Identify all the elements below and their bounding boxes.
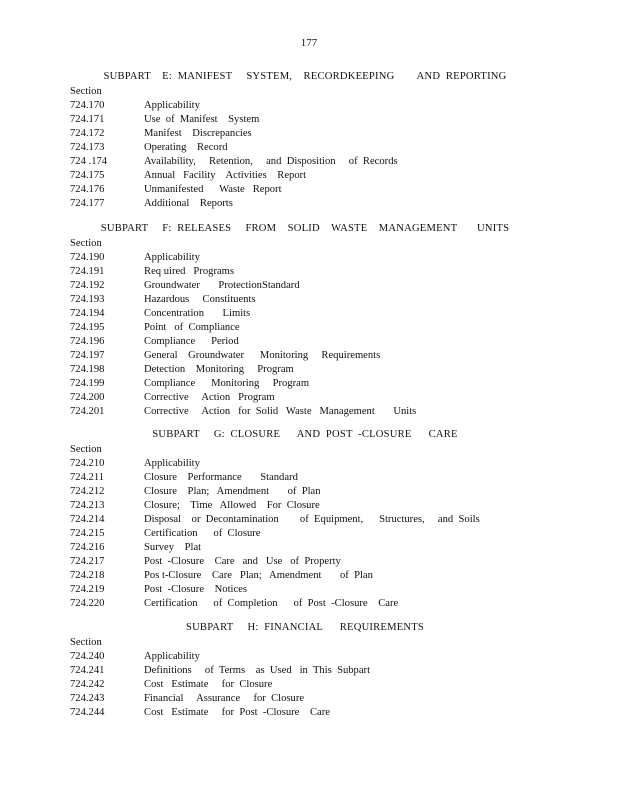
section-number: 724.243 (70, 693, 105, 704)
section-row (70, 650, 540, 664)
section-row (70, 183, 540, 197)
section-number: 724.170 (70, 100, 105, 111)
section-number: 724.244 (70, 707, 105, 718)
section-title: Post -Closure Care and Use of Property (144, 556, 341, 567)
section-number: 724.198 (70, 364, 105, 375)
section-title: Use of Manifest System (144, 114, 260, 125)
section-label: Section (70, 238, 102, 249)
section-title: Unmanifested Waste Report (144, 184, 282, 195)
section-number: 724.193 (70, 294, 105, 305)
section-number: 724.200 (70, 392, 105, 403)
section-number: 724.199 (70, 378, 105, 389)
section-row (70, 321, 540, 335)
subpart-title: SUBPART H: FINANCIAL REQUIREMENTS (185, 622, 424, 633)
section-number: 724.201 (70, 406, 105, 417)
section-row (70, 555, 540, 569)
section-row (70, 541, 540, 555)
section-title: Corrective Action Program (144, 392, 275, 403)
section-number: 724.218 (70, 570, 105, 581)
section-number: 724.216 (70, 542, 105, 553)
section-number: 724.195 (70, 322, 105, 333)
section-title: Certification of Closure (144, 528, 261, 539)
section-row (70, 99, 540, 113)
section-title: Closure Performance Standard (144, 472, 298, 483)
section-row (70, 664, 540, 678)
section-number: 724.215 (70, 528, 105, 539)
section-row (70, 485, 540, 499)
section-row (70, 363, 540, 377)
section-number: 724.192 (70, 280, 105, 291)
section-row (70, 127, 540, 141)
section-row (70, 597, 540, 611)
section-number: 724.172 (70, 128, 105, 139)
section-title: Applicability (144, 651, 200, 662)
section-row (70, 251, 540, 265)
section-number: 724.197 (70, 350, 105, 361)
subpart-h (70, 621, 540, 720)
section-title: Annual Facility Activities Report (144, 170, 307, 181)
section-title: Corrective Action for Solid Waste Management Units (144, 406, 417, 417)
section-number: 724.191 (70, 266, 105, 277)
section-number: 724.190 (70, 252, 105, 263)
section-title: Applicability (144, 252, 200, 263)
section-row (70, 583, 540, 597)
section-number: 724.194 (70, 308, 105, 319)
section-row (70, 513, 540, 527)
section-row (70, 307, 540, 321)
section-number: 724 .174 (70, 156, 108, 167)
section-row (70, 391, 540, 405)
section-title: Availability, Retention, and Disposition of Records (144, 156, 398, 167)
section-title: Additional Reports (144, 198, 233, 209)
section-label: Section (70, 444, 102, 455)
section-number: 724.177 (70, 198, 105, 209)
section-title: Req uired Programs (144, 266, 235, 277)
section-title: Pos t-Closure Care Plan; Amendment of Plan (144, 570, 373, 581)
section-number: 724.217 (70, 556, 105, 567)
section-title: Point of Compliance (144, 322, 240, 333)
section-title: Post -Closure Notices (144, 584, 247, 595)
section-label: Section (70, 637, 102, 648)
subpart-title: SUBPART F: RELEASES FROM SOLID WASTE MANAGEMENT UNITS (100, 223, 510, 234)
section-row (70, 471, 540, 485)
section-title: Cost Estimate for Closure (144, 679, 273, 690)
section-row (70, 457, 540, 471)
section-row (70, 405, 540, 419)
subpart-title: SUBPART E: MANIFEST SYSTEM, RECORDKEEPING AND REPORTING (103, 71, 507, 82)
section-title: Disposal or Decontamination of Equipment, Structures, and Soils (144, 514, 480, 525)
section-title: Groundwater ProtectionStandard (144, 280, 300, 291)
section-title: Certification of Completion of Post -Closure Care (144, 598, 399, 609)
section-title: Applicability (144, 100, 200, 111)
section-row (70, 197, 540, 211)
subpart-title: SUBPART G: CLOSURE AND POST -CLOSURE CARE (152, 429, 458, 440)
section-number: 724.213 (70, 500, 105, 511)
section-title: Closure; Time Allowed For Closure (144, 500, 320, 511)
section-row (70, 265, 540, 279)
section-row (70, 155, 540, 169)
section-title: Definitions of Terms as Used in This Subpart (144, 665, 371, 676)
section-row (70, 349, 540, 363)
section-title: Manifest Discrepancies (144, 128, 252, 139)
section-number: 724.176 (70, 184, 105, 195)
section-row (70, 335, 540, 349)
section-number: 724.219 (70, 584, 105, 595)
section-row (70, 377, 540, 391)
section-number: 724.175 (70, 170, 105, 181)
page-number: 177 (300, 37, 318, 49)
section-title: Concentration Limits (144, 308, 251, 319)
section-title: Compliance Monitoring Program (144, 378, 310, 389)
section-number: 724.240 (70, 651, 105, 662)
section-number: 724.220 (70, 598, 105, 609)
subpart-e (70, 70, 540, 211)
section-number: 724.211 (70, 472, 105, 483)
section-number: 724.196 (70, 336, 105, 347)
section-title: Hazardous Constituents (144, 294, 256, 305)
section-title: Applicability (144, 458, 200, 469)
section-title: Survey Plat (144, 542, 202, 553)
section-title: Operating Record (144, 142, 228, 153)
subpart-f (70, 222, 540, 419)
section-title: General Groundwater Monitoring Requirements (144, 350, 381, 361)
section-row (70, 692, 540, 706)
section-row (70, 169, 540, 183)
section-row (70, 293, 540, 307)
section-row (70, 113, 540, 127)
section-row (70, 279, 540, 293)
section-row (70, 678, 540, 692)
section-title: Cost Estimate for Post -Closure Care (144, 707, 330, 718)
section-number: 724.173 (70, 142, 105, 153)
section-row (70, 706, 540, 720)
subpart-g (70, 428, 540, 611)
section-row (70, 499, 540, 513)
section-number: 724.210 (70, 458, 105, 469)
section-row (70, 569, 540, 583)
section-row (70, 141, 540, 155)
section-number: 724.214 (70, 514, 105, 525)
section-title: Closure Plan; Amendment of Plan (144, 486, 321, 497)
section-number: 724.212 (70, 486, 105, 497)
section-number: 724.241 (70, 665, 105, 676)
section-title: Detection Monitoring Program (144, 364, 294, 375)
section-row (70, 527, 540, 541)
section-title: Compliance Period (144, 336, 239, 347)
section-number: 724.171 (70, 114, 105, 125)
section-label: Section (70, 86, 102, 97)
section-number: 724.242 (70, 679, 105, 690)
section-title: Financial Assurance for Closure (144, 693, 305, 704)
